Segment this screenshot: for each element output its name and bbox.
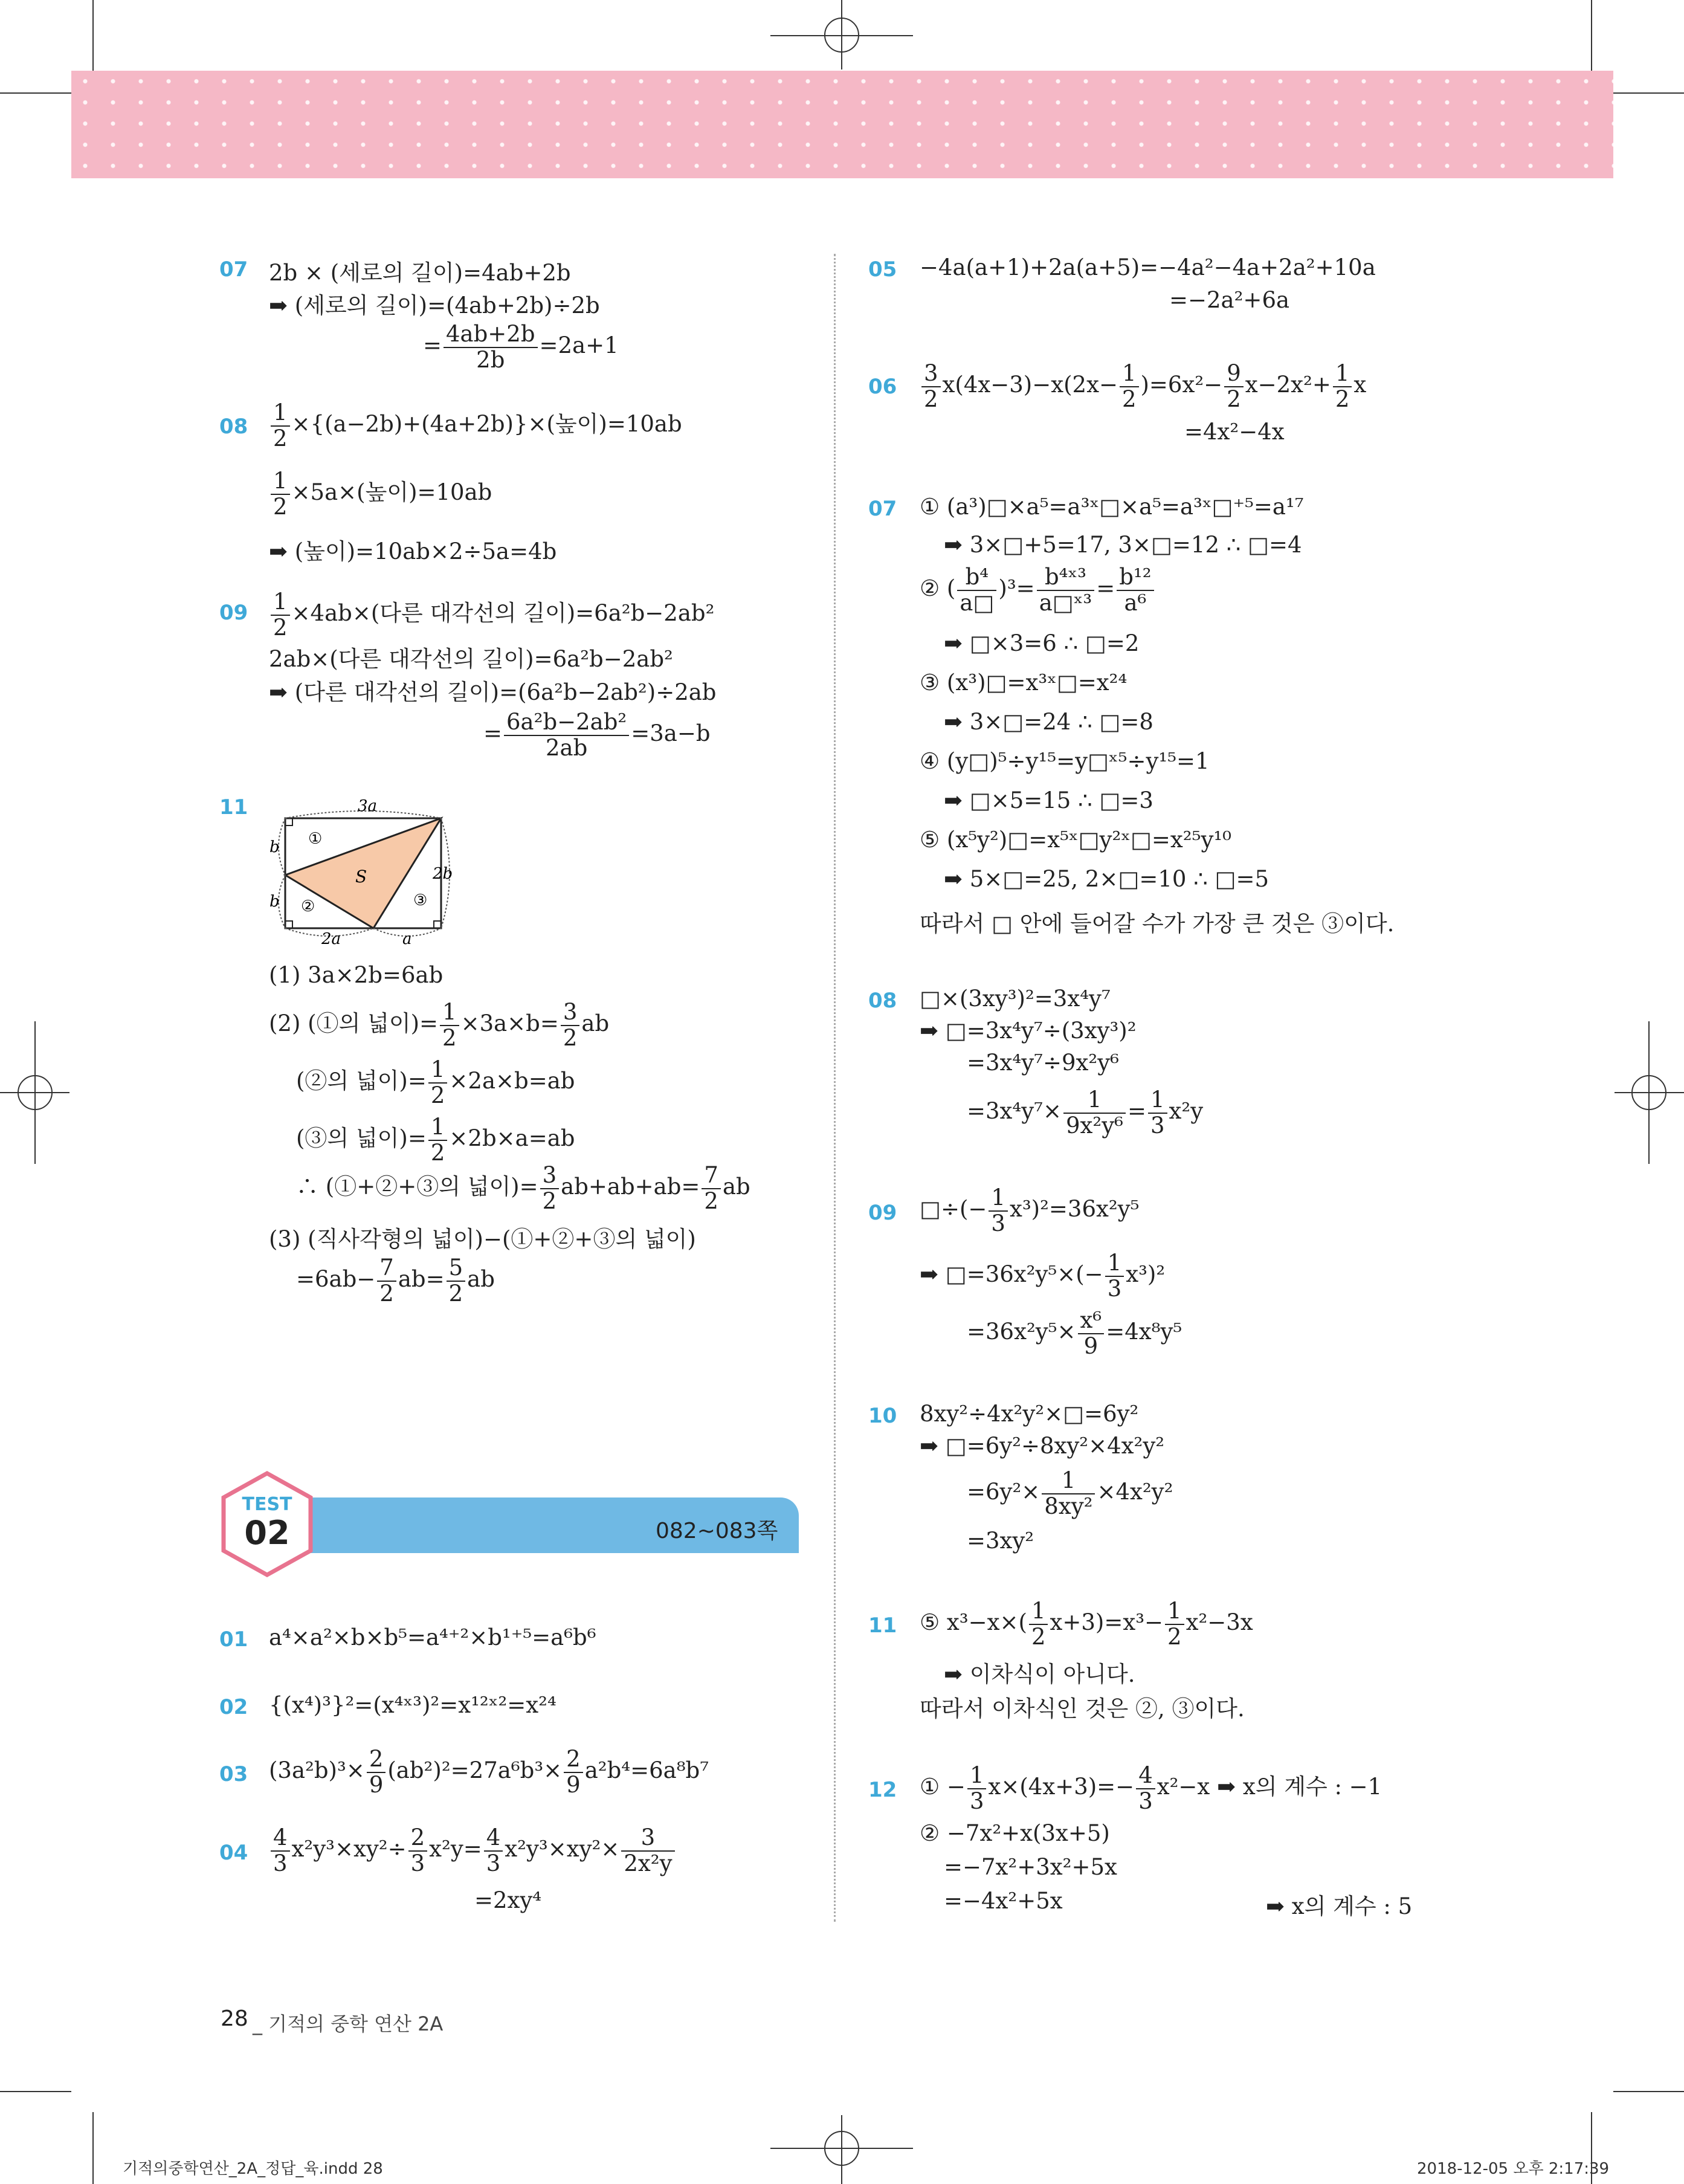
registration-mark — [1631, 1075, 1666, 1110]
solution-line: =3x⁴y⁷× $\frac{1}{\text{9x²y⁶}}$ = $\frac{1}{3}$ x²y — [967, 1087, 1204, 1139]
solution-line: $\frac{1}{2}$ ×4ab×(다른 대각선의 길이)=6a²b−2ab² — [269, 590, 714, 640]
solution-line: =6y²× $\frac{1}{\text{8xy²}}$ ×4x²y² — [967, 1467, 1173, 1519]
crop-mark — [0, 2091, 71, 2092]
problem-number: 06 — [868, 375, 897, 399]
solution-line: ➡ □=6y²÷8xy²×4x²y² — [920, 1433, 1165, 1459]
solution-line: (3a²b)³× $\frac{2}{9}$ (ab²)²=27a⁶b³× $\frac{2}{9}$ a²b⁴=6a⁸b⁷ — [269, 1746, 709, 1798]
print-timestamp: 2018-12-05 오후 2:17:39 — [1417, 2160, 1610, 2178]
problem-number: 12 — [868, 1778, 897, 1802]
problem-number: 07 — [219, 257, 248, 282]
crop-mark — [1591, 0, 1592, 71]
solution-line: $\frac{1}{2}$ ×{(a−2b)+(4a+2b)}×(높이)=10ab — [269, 401, 682, 451]
solution-line: □×(3xy³)²=3x⁴y⁷ — [920, 986, 1111, 1012]
file-slug: 기적의중학연산_2A_정답_육.indd 28 — [123, 2160, 383, 2178]
problem-number: 04 — [219, 1841, 248, 1865]
solution-line: ∴ (①+②+③의 넓이)= $\frac{3}{2}$ ab+ab+ab= $\frac{7}{2}$ ab — [296, 1162, 750, 1214]
fig-label: 2b — [433, 865, 453, 883]
fig-label: 3a — [358, 797, 378, 815]
solution-line: =−2a²+6a — [1169, 287, 1290, 313]
fig-label: b — [269, 893, 280, 911]
fig-label: ② — [301, 897, 315, 916]
fig-label: a — [402, 930, 412, 948]
column-divider — [834, 254, 836, 1922]
solution-line: =3x⁴y⁷÷9x²y⁶ — [967, 1050, 1119, 1076]
solution-line: =6ab− $\frac{7}{2}$ ab= $\frac{5}{2}$ ab — [296, 1255, 495, 1307]
registration-mark — [18, 1075, 53, 1110]
solution-line: =−4x²+5x — [944, 1888, 1063, 1914]
solution-line: ➡ 3×□=24 ∴ □=8 — [944, 709, 1153, 735]
crop-mark — [92, 2112, 94, 2184]
solution-line: = $\frac{4ab+2b}{2b}$ =2a+1 — [423, 321, 619, 373]
page-number: 28 — [221, 2006, 248, 2031]
solution-line: $\frac{3}{2}$ x(4x−3)−x(2x− $\frac{1}{2}$ )=6x²− $\frac{9}{2}$ x−2x²+ $\frac{1}{2}$ x — [920, 361, 1366, 412]
problem-number: 10 — [868, 1404, 897, 1428]
solution-line: ➡ (높이)=10ab×2÷5a=4b — [269, 538, 557, 564]
fig-label: S — [355, 867, 367, 887]
solution-line: = $\frac{\text{6a²b−2ab²}}{2ab}$ =3a−b — [483, 709, 711, 761]
problem-number: 09 — [868, 1201, 897, 1225]
crop-mark — [92, 0, 94, 71]
book-title: _ 기적의 중학 연산 2A — [253, 2012, 444, 2035]
solution-line: =−7x²+3x²+5x — [944, 1854, 1117, 1880]
solution-line: ➡ (다른 대각선의 길이)=(6a²b−2ab²)÷2ab — [269, 679, 717, 705]
problem-number: 05 — [868, 257, 897, 282]
solution-line: (③의 넓이)= $\frac{1}{2}$ ×2b×a=ab — [296, 1114, 575, 1166]
solution-line: (2) (①의 넓이)= $\frac{1}{2}$ ×3a×b= $\frac{3}{2}$ ab — [269, 999, 610, 1051]
solution-line: ② ( $\frac{\text{b⁴}}{a□}$ )³= $\frac{\text{b⁴ˣ³}}{\text{a□ˣ³}}$ = $\frac{\text{b¹²}}{\text{a⁶}}$ — [920, 565, 1156, 615]
solution-line: ⑤ x³−x×( $\frac{1}{2}$ x+3)=x³− $\frac{1}{2}$ x²−3x — [920, 1598, 1253, 1650]
solution-line: ➡ 5×□=25, 2×□=10 ∴ □=5 — [944, 866, 1269, 892]
fig-label: 2a — [321, 930, 341, 948]
solution-line: =4x²−4x — [1184, 419, 1285, 445]
solution-line: ➡ 3×□+5=17, 3×□=12 ∴ □=4 — [944, 532, 1302, 558]
solution-line: ⑤ (x⁵y²)□=x⁵ˣ□y²ˣ□=x²⁵y¹⁰ — [920, 827, 1232, 853]
solution-line: $\frac{1}{2}$ ×5a×(높이)=10ab — [269, 469, 492, 519]
test-badge-label: TEST — [242, 1494, 292, 1515]
solution-line: −4a(a+1)+2a(a+5)=−4a²−4a+2a²+10a — [920, 254, 1376, 280]
problem-number: 09 — [219, 601, 248, 625]
solution-line: $\frac{4}{3}$ x²y³×xy²÷ $\frac{2}{3}$ x²y= $\frac{4}{3}$ x²y³×xy²× $\frac{3}{\text{2x²y}}$ — [269, 1826, 677, 1876]
solution-line: a⁴×a²×b×b⁵=a⁴⁺²×b¹⁺⁵=a⁶b⁶ — [269, 1624, 596, 1650]
solution-line: (②의 넓이)= $\frac{1}{2}$ ×2a×b=ab — [296, 1056, 575, 1108]
registration-mark — [824, 18, 859, 53]
solution-line: ➡ □×5=15 ∴ □=3 — [944, 787, 1153, 813]
solution-line: (1) 3a×2b=6ab — [269, 962, 444, 988]
test-badge-number: 02 — [244, 1514, 290, 1552]
problem-number: 08 — [219, 415, 248, 439]
solution-line: ➡ □×3=6 ∴ □=2 — [944, 630, 1140, 656]
fig-label: ③ — [413, 891, 428, 909]
crop-mark — [0, 92, 71, 94]
solution-line: {(x⁴)³}²=(x⁴ˣ³)²=x¹²ˣ²=x²⁴ — [269, 1692, 556, 1718]
solution-line: ➡ □=36x²y⁵×(− $\frac{1}{3}$ x³)² — [920, 1250, 1166, 1302]
solution-line: (3) (직사각형의 넓이)−(①+②+③의 넓이) — [269, 1226, 696, 1252]
solution-line: ➡ 이차식이 아니다. — [944, 1661, 1135, 1687]
test-pages: 082~083쪽 — [656, 1519, 778, 1543]
solution-line: ① (a³)□×a⁵=a³ˣ□×a⁵=a³ˣ□⁺⁵=a¹⁷ — [920, 494, 1304, 520]
solution-line: ② −7x²+x(3x+5) — [920, 1820, 1110, 1846]
solution-line: □÷(− $\frac{1}{3}$ x³)²=36x²y⁵ — [920, 1184, 1140, 1236]
solution-line: 2ab×(다른 대각선의 길이)=6a²b−2ab² — [269, 646, 673, 672]
fig-label: ① — [308, 830, 323, 848]
problem-number: 11 — [868, 1614, 897, 1638]
solution-line: =3xy² — [967, 1528, 1034, 1554]
solution-line: 2b × (세로의 길이)=4ab+2b — [269, 260, 571, 286]
solution-line: ④ (y□)⁵÷y¹⁵=y□ˣ⁵÷y¹⁵=1 — [920, 748, 1210, 774]
crop-mark — [1613, 92, 1684, 94]
fig-label: b — [269, 838, 280, 856]
problem-number: 01 — [219, 1627, 248, 1652]
solution-line: ③ (x³)□=x³ˣ□=x²⁴ — [920, 670, 1128, 696]
problem-number: 02 — [219, 1695, 248, 1719]
problem-number: 07 — [868, 497, 897, 521]
crop-mark — [1613, 2091, 1684, 2092]
problem-number: 08 — [868, 989, 897, 1013]
solution-line: 따라서 □ 안에 들어갈 수가 가장 큰 것은 ③이다. — [920, 911, 1395, 937]
solution-line: ➡ (세로의 길이)=(4ab+2b)÷2b — [269, 292, 600, 318]
rectangle-figure — [266, 796, 459, 954]
solution-line: =36x²y⁵× $\frac{\text{x⁶}}{9}$ =4x⁸y⁵ — [967, 1307, 1182, 1359]
solution-line: 따라서 이차식인 것은 ②, ③이다. — [920, 1696, 1245, 1722]
solution-line: ① − $\frac{1}{3}$ x×(4x+3)=− $\frac{4}{3}$ x²−x ➡ x의 계수 : −1 — [920, 1762, 1382, 1814]
solution-line: 8xy²÷4x²y²×□=6y² — [920, 1401, 1139, 1427]
header-band — [71, 71, 1613, 178]
solution-line: ➡ □=3x⁴y⁷÷(3xy³)² — [920, 1018, 1137, 1044]
solution-line: =2xy⁴ — [474, 1887, 542, 1913]
registration-mark — [824, 2131, 859, 2166]
problem-number: 03 — [219, 1762, 248, 1786]
problem-number: 11 — [219, 795, 248, 819]
solution-line: ➡ x의 계수 : 5 — [1266, 1893, 1413, 1919]
